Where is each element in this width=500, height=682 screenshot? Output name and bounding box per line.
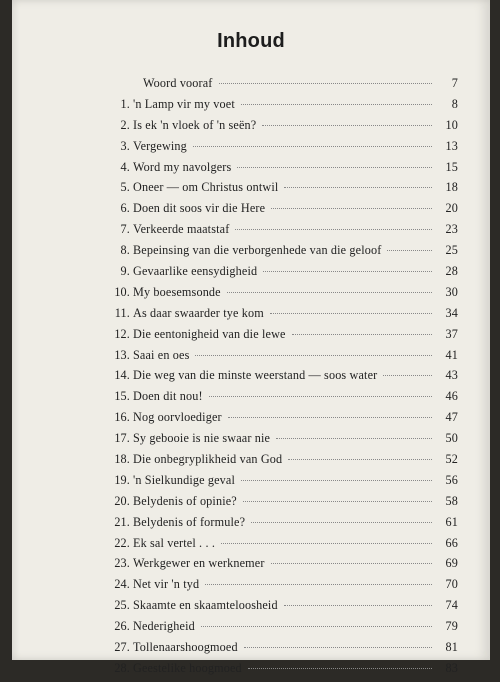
toc-entry-page-number: 7 xyxy=(451,76,458,90)
toc-entry-title: Is ek 'n vloek of 'n seën? xyxy=(133,117,257,132)
dot-leader xyxy=(235,229,432,230)
toc-entry xyxy=(106,515,458,536)
toc-entry-title: As daar swaarder tye kom xyxy=(133,305,264,320)
dot-leader xyxy=(288,459,432,460)
toc-entry-number: 9. xyxy=(120,264,130,279)
toc-entry-title: Verkeerde maatstaf xyxy=(133,222,230,237)
toc-entry-number: 20. xyxy=(114,493,130,508)
table-of-contents xyxy=(106,76,458,682)
toc-entry xyxy=(106,473,458,494)
toc-entry-title: Oneer — om Christus ontwil xyxy=(133,180,279,195)
toc-entry-title: Sy gebooie is nie swaar nie xyxy=(133,431,271,446)
toc-entry-number: 27. xyxy=(114,640,130,655)
toc-entry-number: 18. xyxy=(114,452,130,467)
toc-entry xyxy=(106,640,458,661)
toc-entry xyxy=(106,598,458,619)
toc-entry xyxy=(106,264,458,285)
dot-leader xyxy=(271,208,432,209)
dot-leader xyxy=(262,125,432,126)
toc-entry xyxy=(106,76,458,97)
toc-entry-page-number: 69 xyxy=(445,556,458,571)
dot-leader xyxy=(221,543,432,544)
toc-entry-page-number: 50 xyxy=(445,431,458,446)
toc-entry xyxy=(106,410,458,431)
toc-entry-page-number: 52 xyxy=(445,452,458,467)
toc-entry-title: Die eentonigheid van die lewe xyxy=(133,326,286,341)
dot-leader xyxy=(387,250,432,251)
toc-entry xyxy=(106,306,458,327)
toc-entry-page-number: 43 xyxy=(445,368,458,383)
toc-entry-page-number: 46 xyxy=(445,389,458,404)
toc-entry-number: 21. xyxy=(114,514,130,529)
toc-entry-title: Die onbegryplikheid van God xyxy=(133,452,283,467)
dot-leader xyxy=(241,480,432,481)
toc-entry-page-number: 56 xyxy=(445,472,458,487)
toc-entry-number: 22. xyxy=(114,535,130,550)
toc-entry-title: Belydenis of opinie? xyxy=(133,493,237,508)
toc-entry-page-number: 23 xyxy=(445,222,458,237)
toc-entry xyxy=(106,243,458,264)
toc-entry-page-number: 15 xyxy=(445,159,458,174)
toc-entry-number: 4. xyxy=(120,159,130,174)
toc-entry-title: Werkgewer en werknemer xyxy=(133,556,265,571)
toc-entry-page-number: 30 xyxy=(445,284,458,299)
dot-leader xyxy=(193,146,432,147)
dot-leader xyxy=(263,271,432,272)
toc-entry-page-number: 18 xyxy=(445,180,458,195)
toc-entry-title: Net vir 'n tyd xyxy=(133,577,200,592)
toc-entry-title: My boesemsonde xyxy=(133,284,221,299)
toc-entry-number: 16. xyxy=(114,410,130,425)
toc-entry-page-number: 34 xyxy=(445,305,458,320)
toc-entry-number: 6. xyxy=(120,201,130,216)
toc-entry-title: 'n Lamp vir my voet xyxy=(133,96,235,111)
toc-entry-page-number: 58 xyxy=(445,493,458,508)
toc-entry-page-number: 81 xyxy=(445,640,458,655)
toc-entry-title: Tollenaarshoogmoed xyxy=(133,640,238,655)
dot-leader xyxy=(228,417,432,418)
toc-entry-page-number: 13 xyxy=(445,138,458,153)
toc-entry xyxy=(106,97,458,118)
dot-leader xyxy=(271,563,432,564)
toc-entry-title: Ek sal vertel . . . xyxy=(133,535,216,550)
toc-entry-title: Skaamte en skaamteloosheid xyxy=(133,598,278,613)
toc-entry xyxy=(106,160,458,181)
toc-entry-page-number: 20 xyxy=(445,201,458,216)
toc-entry-title: Belydenis of formule? xyxy=(133,514,246,529)
toc-entry-number: 26. xyxy=(114,619,130,634)
toc-entry-number: 19. xyxy=(114,472,130,487)
toc-entry-page-number: 25 xyxy=(445,243,458,258)
toc-entry xyxy=(106,619,458,640)
toc-entry-number: 15. xyxy=(114,389,130,404)
toc-entry-number: 28. xyxy=(114,660,130,675)
dot-leader xyxy=(227,292,432,293)
toc-entry-title: Bepeinsing van die verborgenhede van die geloof xyxy=(133,243,382,258)
toc-entry-number: 23. xyxy=(114,556,130,571)
dot-leader xyxy=(219,83,432,84)
dot-leader xyxy=(209,396,432,397)
toc-entry xyxy=(106,180,458,201)
toc-entry xyxy=(106,536,458,557)
toc-entry-number: 8. xyxy=(120,243,130,258)
toc-entry-title: Nog oorvloediger xyxy=(133,410,222,425)
toc-entry-page-number: 8 xyxy=(451,96,458,111)
toc-entry xyxy=(106,285,458,306)
toc-entry-page-number: 37 xyxy=(445,326,458,341)
toc-entry xyxy=(106,431,458,452)
toc-entry-page-number: 74 xyxy=(445,598,458,613)
toc-entry xyxy=(106,452,458,473)
toc-entry-title: Die weg van die minste weerstand — soos water xyxy=(133,368,378,383)
toc-entry-title: Gevaarlike eensydigheid xyxy=(133,264,258,279)
toc-entry-title: Nederigheid xyxy=(133,619,195,634)
dot-leader xyxy=(270,313,432,314)
toc-entry-title: Doen dit nou! xyxy=(133,389,203,404)
toc-entry xyxy=(106,348,458,369)
toc-entry-page-number: 70 xyxy=(445,577,458,592)
toc-entry-page-number: 28 xyxy=(445,264,458,279)
page-title: Inhoud xyxy=(217,30,285,52)
toc-entry-title: Saai en oes xyxy=(133,347,190,362)
toc-entry-number: 3. xyxy=(120,138,130,153)
dot-leader xyxy=(248,668,432,669)
dot-leader xyxy=(243,501,432,502)
toc-entry-title: Geestelike hoogmoed xyxy=(133,660,242,675)
toc-entry-number: 2. xyxy=(120,117,130,132)
dot-leader xyxy=(195,355,432,356)
toc-entry-number: 10. xyxy=(114,284,130,299)
dot-leader xyxy=(241,104,432,105)
toc-entry xyxy=(106,368,458,389)
dot-leader xyxy=(244,647,432,648)
toc-entry-title: Doen dit soos vir die Here xyxy=(133,201,266,216)
toc-entry xyxy=(106,222,458,243)
dot-leader xyxy=(251,522,432,523)
toc-entry-number: 25. xyxy=(114,598,130,613)
toc-entry xyxy=(106,661,458,682)
toc-entry-number: 7. xyxy=(120,222,130,237)
toc-entry-number: 24. xyxy=(114,577,130,592)
toc-entry-number: 11. xyxy=(114,305,130,320)
toc-entry-number: 1. xyxy=(120,96,130,111)
toc-entry xyxy=(106,139,458,160)
toc-entry xyxy=(106,556,458,577)
toc-entry-page-number: 61 xyxy=(445,514,458,529)
toc-entry-page-number: 10 xyxy=(445,117,458,132)
dot-leader xyxy=(284,187,432,188)
dot-leader xyxy=(201,626,432,627)
dot-leader xyxy=(292,334,432,335)
toc-entry-page-number: 47 xyxy=(445,410,458,425)
toc-entry-title: Word my navolgers xyxy=(133,159,232,174)
toc-entry xyxy=(106,201,458,222)
toc-entry-number: 13. xyxy=(114,347,130,362)
dot-leader xyxy=(237,167,432,168)
dot-leader xyxy=(383,375,432,376)
toc-entry-page-number: 83 xyxy=(445,660,458,675)
dot-leader xyxy=(276,438,432,439)
toc-entry-number: 14. xyxy=(114,368,130,383)
book-page xyxy=(12,0,490,675)
dot-leader xyxy=(205,584,432,585)
toc-entry-page-number: 66 xyxy=(445,535,458,550)
toc-entry-title: Woord vooraf xyxy=(143,76,213,90)
toc-entry-title: 'n Sielkundige geval xyxy=(133,472,235,487)
toc-entry-page-number: 79 xyxy=(445,619,458,634)
toc-entry xyxy=(106,118,458,139)
toc-entry xyxy=(106,577,458,598)
dot-leader xyxy=(284,605,432,606)
toc-entry xyxy=(106,327,458,348)
toc-entry-title: Vergewing xyxy=(133,138,187,153)
toc-entry-number: 12. xyxy=(114,326,130,341)
toc-entry xyxy=(106,389,458,410)
toc-entry xyxy=(106,494,458,515)
toc-entry-number: 5. xyxy=(120,180,130,195)
toc-entry-number: 17. xyxy=(114,431,130,446)
toc-entry-page-number: 41 xyxy=(445,347,458,362)
